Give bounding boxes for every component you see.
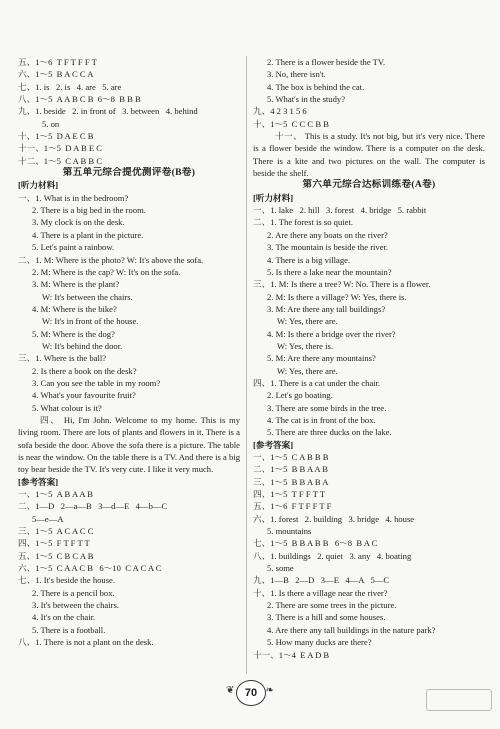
- text-line: 五、1～5 C B C A B: [18, 550, 94, 561]
- text-line: 2. Are there any boats on the river?: [267, 229, 388, 240]
- paragraph: 四、 Hi, I'm John. Welcome to my home. This is my living room. There are lots of plants and flowers in it. There is a sofa beside the door. Above the sofa there is a picture. The table is near the window. On the table there is a TV. And there is a big toy bear beside the TV. It's very cute. I like it very much.: [18, 414, 240, 475]
- section-label: [参考答案]: [18, 476, 59, 487]
- text-line: 5. There are three ducks on the lake.: [267, 427, 392, 438]
- text-line: 十一、1～5 D A B E C: [18, 143, 103, 154]
- text-line: 十、1～5 D A E C B: [18, 131, 94, 142]
- text-line: W: It's behind the door.: [42, 340, 123, 351]
- text-line: 五、1～6 F T F F T F: [253, 501, 332, 512]
- text-line: 四、1～5 F T F T T: [18, 538, 90, 549]
- text-line: 3. M: Where is the plant?: [32, 279, 120, 290]
- text-line: 4. The box is behind the cat.: [267, 81, 365, 92]
- text-line: 五、1～6 T F T F F T: [18, 57, 97, 67]
- text-line: 十、1～5 C C C B B: [253, 118, 329, 129]
- text-line: 3. There is a hill and some houses.: [267, 612, 386, 623]
- text-line: 5. mountains: [267, 526, 312, 537]
- text-line: 六、1～5 B A C C A: [18, 69, 94, 80]
- text-line: 3. My clock is on the desk.: [32, 217, 125, 228]
- left-column: [18, 56, 240, 649]
- text-line: 九、1—B 2—D 3—E 4—A 5—C: [253, 575, 390, 586]
- text-line: 3. No, there isn't.: [267, 69, 326, 80]
- text-line: 4. It's on the chair.: [32, 612, 96, 623]
- text-line: 2. M: Is there a village? W: Yes, there is.: [267, 291, 407, 302]
- text-line: 七、1. is 2. is 4. are 5. are: [18, 81, 122, 92]
- text-line: 2. Let's go boating.: [267, 390, 333, 401]
- text-line: 一、1. lake 2. hill 3. forest 4. bridge 5. rabbit: [253, 205, 427, 216]
- text-line: 2. There is a big bed in the room.: [32, 205, 146, 216]
- leaf-ornament-icon: ❧: [265, 685, 274, 696]
- text-line: 5. Let's paint a rainbow.: [32, 242, 115, 253]
- text-line: 九、4 2 3 1 5 6: [253, 106, 307, 117]
- column-divider: [246, 56, 247, 674]
- watermark-stamp-icon: [426, 689, 492, 711]
- text-line: 4. There is a big village.: [267, 254, 351, 265]
- text-line: 3. There are some birds in the tree.: [267, 402, 387, 413]
- leaf-ornament-icon: ❦: [226, 685, 235, 696]
- text-line: 5. on: [42, 118, 60, 129]
- text-line: 3. It's between the chairs.: [32, 600, 119, 611]
- text-line: W: Yes, there are.: [277, 365, 338, 376]
- watermark-logo: [426, 689, 496, 723]
- text-line: W: Yes, there is.: [277, 340, 334, 351]
- text-line: 3. Can you see the table in my room?: [32, 377, 161, 388]
- paragraph: 十一、 This is a study. It's not big, but it's very nice. There is a flower beside the window. There is a computer on the desk. There is a kite and two pictures on the wall. The computer is beside the shelf.: [253, 131, 485, 179]
- text-line: 2. There is a pencil box.: [32, 587, 115, 598]
- text-line: 二、1—D 2—a—B 3—d—E 4—b—C: [18, 501, 168, 512]
- text-line: W: It's between the chairs.: [42, 291, 133, 302]
- text-line: 三、1. Where is the ball?: [18, 353, 107, 364]
- text-line: 5. What colour is it?: [32, 402, 102, 413]
- text-line: 二、1～5 B B A A B: [253, 464, 328, 475]
- section-label: [听力材料]: [18, 180, 59, 191]
- section-label: [听力材料]: [253, 192, 294, 203]
- text-line: 八、1. buildings 2. quiet 3. any 4. boating: [253, 550, 412, 561]
- text-line: 4. What's your favourite fruit?: [32, 390, 136, 401]
- section-title: 第六单元综合达标训练卷(A卷): [302, 179, 436, 191]
- right-column: [253, 56, 485, 661]
- section-title: 第五单元综合提优测评卷(B卷): [62, 167, 196, 179]
- text-line: 4. M: Is there a bridge over the river?: [267, 328, 396, 339]
- text-line: 一、1～5 A B A A B: [18, 489, 93, 500]
- text-line: 十一、1～4 E A D B: [253, 649, 330, 660]
- text-line: 5. M: Where is the dog?: [32, 328, 115, 339]
- page-number-badge: [226, 675, 274, 709]
- text-line: 4. The cat is in front of the box.: [267, 414, 376, 425]
- text-line: 八、1～5 A A B C B 6～8 B B B: [18, 94, 141, 105]
- text-line: W: Yes, there are.: [277, 316, 338, 327]
- text-line: 三、1～5 B B A B A: [253, 476, 329, 487]
- section-label: [参考答案]: [253, 439, 294, 450]
- text-line: W: It's in front of the house.: [42, 316, 139, 327]
- text-line: 2. M: Where is the cap? W: It's on the sofa.: [32, 266, 181, 277]
- text-line: 二、1. M: Where is the photo? W: It's above the sofa.: [18, 254, 204, 265]
- text-line: 2. Is there a book on the desk?: [32, 365, 137, 376]
- text-line: 三、1～5 A C A C C: [18, 526, 94, 537]
- text-line: 3. M: Are there any tall buildings?: [267, 303, 386, 314]
- text-line: 4. M: Where is the bike?: [32, 303, 117, 314]
- text-line: 六、1. forest 2. building 3. bridge 4. house: [253, 513, 415, 524]
- text-line: 5. Is there a lake near the mountain?: [267, 266, 392, 277]
- text-line: 5. How many ducks are there?: [267, 637, 372, 648]
- text-line: 七、1～5 B B A B B 6～8 B A C: [253, 538, 378, 549]
- text-line: 八、1. There is not a plant on the desk.: [18, 637, 154, 648]
- text-line: 四、1～5 T F F T T: [253, 489, 325, 500]
- text-line: 十二、1～5 C A B B C: [18, 155, 103, 166]
- text-line: 5—e—A: [32, 513, 64, 524]
- text-line: 三、1. M: Is there a tree? W: No. There is a flower.: [253, 279, 431, 290]
- text-line: 5. M: Are there any mountains?: [267, 353, 376, 364]
- text-line: 二、1. The forest is so quiet.: [253, 217, 354, 228]
- page-number: 70: [236, 680, 266, 706]
- text-line: 一、1～5 C A B B B: [253, 452, 329, 462]
- text-line: 2. There is a flower beside the TV.: [267, 57, 386, 67]
- text-line: 5. There is a football.: [32, 624, 106, 635]
- text-line: 七、1. It's beside the house.: [18, 575, 116, 586]
- text-line: 四、1. There is a cat under the chair.: [253, 377, 381, 388]
- text-line: 一、1. What is in the bedroom?: [18, 192, 129, 203]
- text-line: 4. There is a plant in the picture.: [32, 229, 144, 240]
- text-line: 5. What's in the study?: [267, 94, 346, 105]
- text-line: 5. some: [267, 563, 294, 574]
- text-line: 3. The mountain is beside the river.: [267, 242, 389, 253]
- text-line: 4. Are there any tall buildings in the nature park?: [267, 624, 436, 635]
- text-line: 十、1. Is there a village near the river?: [253, 587, 388, 598]
- text-line: 2. There are some trees in the picture.: [267, 600, 397, 611]
- text-line: 六、1～5 C A A C B 6～10 C A C A C: [18, 563, 162, 574]
- text-line: 九、1. beside 2. in front of 3. between 4. behind: [18, 106, 198, 117]
